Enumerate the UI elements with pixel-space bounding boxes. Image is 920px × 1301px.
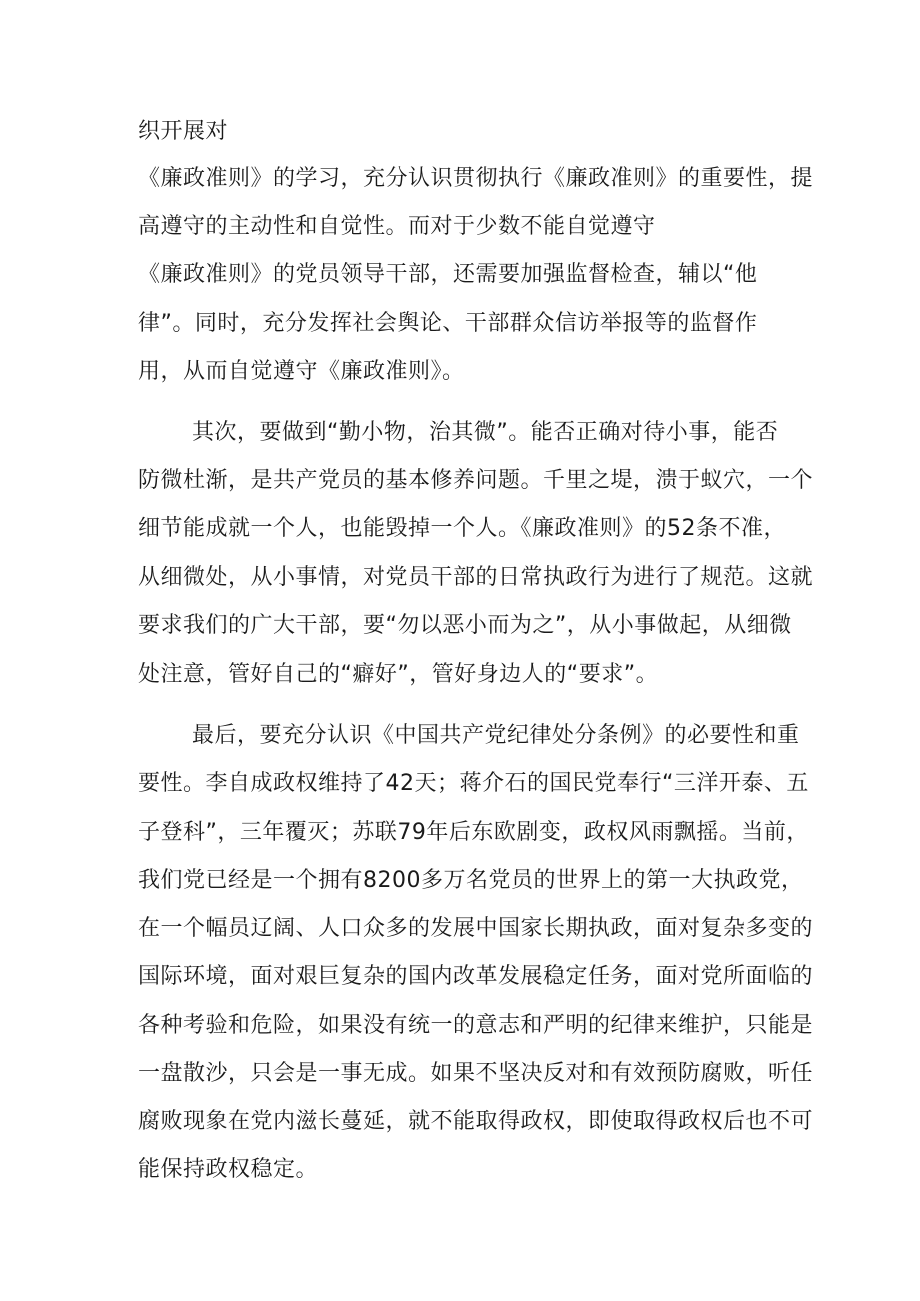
text-line: 防微杜渐，是共产党员的基本修养问题。千里之堤，溃于蚁穴，一个 xyxy=(138,468,814,493)
text-line: 在一个幅员辽阔、人口众多的发展中国家长期执政，面对复杂多变的 xyxy=(138,916,814,941)
text-line: 能保持政权稳定。 xyxy=(138,1157,319,1182)
text-line: 我们党已经是一个拥有8200多万名党员的世界上的第一大执政党， xyxy=(138,868,804,893)
text-line: 其次，要做到“勤小物，治其微”。能否正确对待小事，能否 xyxy=(192,420,779,445)
text-line: 细节能成就一个人，也能毁掉一个人。《廉政准则》的52条不准， xyxy=(138,516,786,541)
text-line: 织开展对 xyxy=(138,119,229,144)
text-line: 国际环境，面对艰巨复杂的国内改革发展稳定任务，面对党所面临的 xyxy=(138,964,814,989)
text-line: 子登科”，三年覆灭；苏联79年后东欧剧变，政权风雨飘摇。当前， xyxy=(138,820,809,845)
text-line: 从细微处，从小事情，对党员干部的日常执政行为进行了规范。这就 xyxy=(138,565,814,590)
text-line: 要性。李自成政权维持了42天；蒋介石的国民党奉行“三洋开泰、五 xyxy=(138,771,809,796)
text-line: 一盘散沙，只会是一事无成。如果不坚决反对和有效预防腐败，听任 xyxy=(138,1061,814,1086)
text-line: 处注意，管好自己的“癖好”，管好身边人的“要求”。 xyxy=(138,662,659,687)
text-line: 高遵守的主动性和自觉性。而对于少数不能自觉遵守 xyxy=(138,214,656,239)
text-line: 腐败现象在党内滋长蔓延，就不能取得政权，即使取得政权后也不可 xyxy=(138,1109,814,1134)
text-line: 要求我们的广大干部，要“勿以恶小而为之”，从小事做起，从细微 xyxy=(138,613,792,638)
text-line: 各种考验和危险，如果没有统一的意志和严明的纪律来维护，只能是 xyxy=(138,1013,814,1038)
text-line: 用，从而自觉遵守《廉政准则》。 xyxy=(138,359,465,384)
text-line: 《廉政准则》的党员领导干部，还需要加强监督检查，辅以“他 xyxy=(138,262,758,287)
text-line: 律”。同时，充分发挥社会舆论、干部群众信访举报等的监督作 xyxy=(138,311,758,336)
text-line: 最后，要充分认识《中国共产党纪律处分条例》的必要性和重 xyxy=(192,723,800,748)
text-line: 《廉政准则》的学习，充分认识贯彻执行《廉政准则》的重要性，提 xyxy=(138,166,814,191)
